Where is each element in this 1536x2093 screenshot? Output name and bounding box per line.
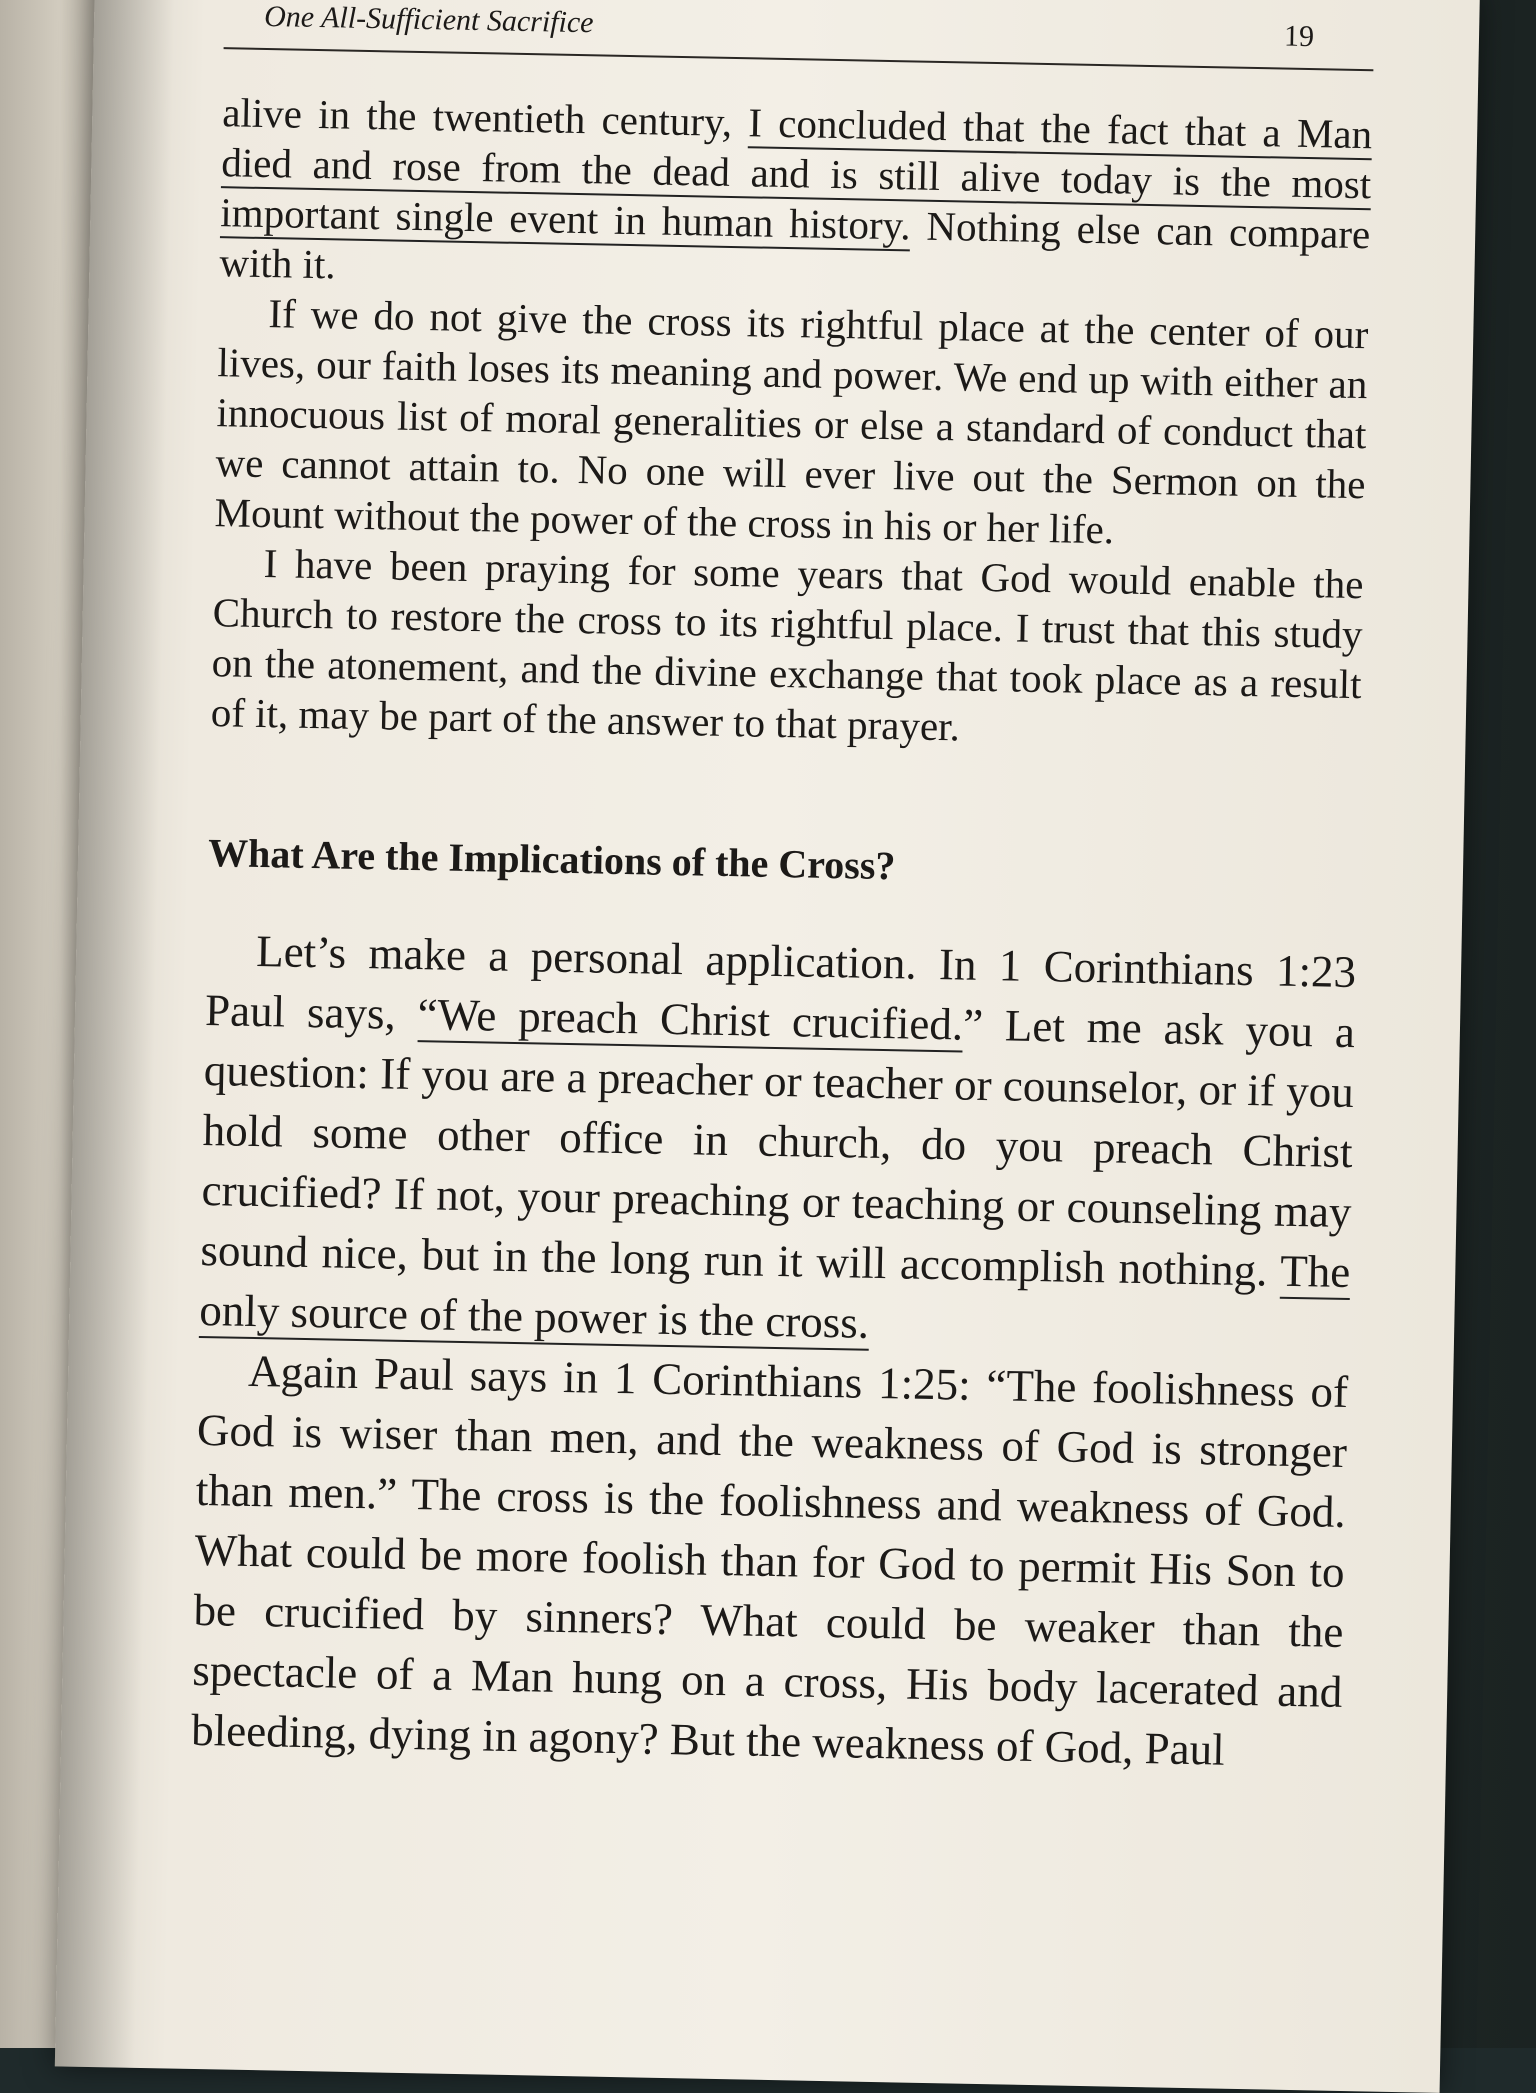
text-segment: Again Paul says in 1 Corinthians 1:25: “The foolishness of God is wiser than men, and the weakness of God is stronger than men.” The cross is the foolishness and weakness of God. What could be more foolish than for God to permit His Son to be crucified by sinners? What could be weaker than the spectacle of a Man hung on a cross, His body lacerated and bleeding, dying in agony? But the weakness of God, Paul [190,1345,1349,1775]
paragraph [191,1340,1349,1782]
text-segment: Let’s make a personal application. In 1 Corinthians 1:23 Paul says, [204,925,1357,1040]
page-content [191,0,1375,1782]
running-header [224,0,1375,71]
paragraph [210,537,1364,759]
paragraph [199,920,1357,1362]
paragraph [214,287,1369,559]
underlined-text: I concluded that the fact that a Man died and rose from the dead and is still alive today is the most important single event in human history. [220,99,1373,251]
text-segment: If we do not give the cross its rightful place at the center of our lives, our faith loses its meaning and power. We end up with either an innocuous list of moral generalities or else a standard of conduct that we cannot attain to. No one will ever live out the Sermon on the Mount without the power of the cross in his or her life. [214,290,1369,553]
text-segment: I have been praying for some years that God would enable the Church to restore the cross to its rightful place. I trust that this study on the atonement, and the divine exchange that took place as a result of it, may be part of the answer to that prayer. [210,540,1364,750]
body-text-top [210,87,1372,759]
text-segment: alive in the twentieth century, [221,89,749,146]
running-title: One All-Sufficient Sacrifice [263,0,594,40]
body-text-bottom [191,920,1357,1782]
page-number: 19 [1283,19,1315,54]
text-segment: ” Let me ask you a question: If you are a preacher or teacher or counselor, or if you hold some other office in church, do you preach Christ crucified? If not, your preaching or teaching or counseling may sound nice, but in the long run it will accomplish nothing. [200,999,1356,1296]
section-heading: What Are the Implications of the Cross? [207,830,896,889]
text-segment: Nothing else can compare with it. [219,202,1371,288]
paragraph [219,87,1373,309]
book-page [55,0,1480,2093]
underlined-text: “We preach Christ crucified. [417,989,963,1052]
underlined-text: The only source of the power is the cross. [199,1246,1351,1351]
